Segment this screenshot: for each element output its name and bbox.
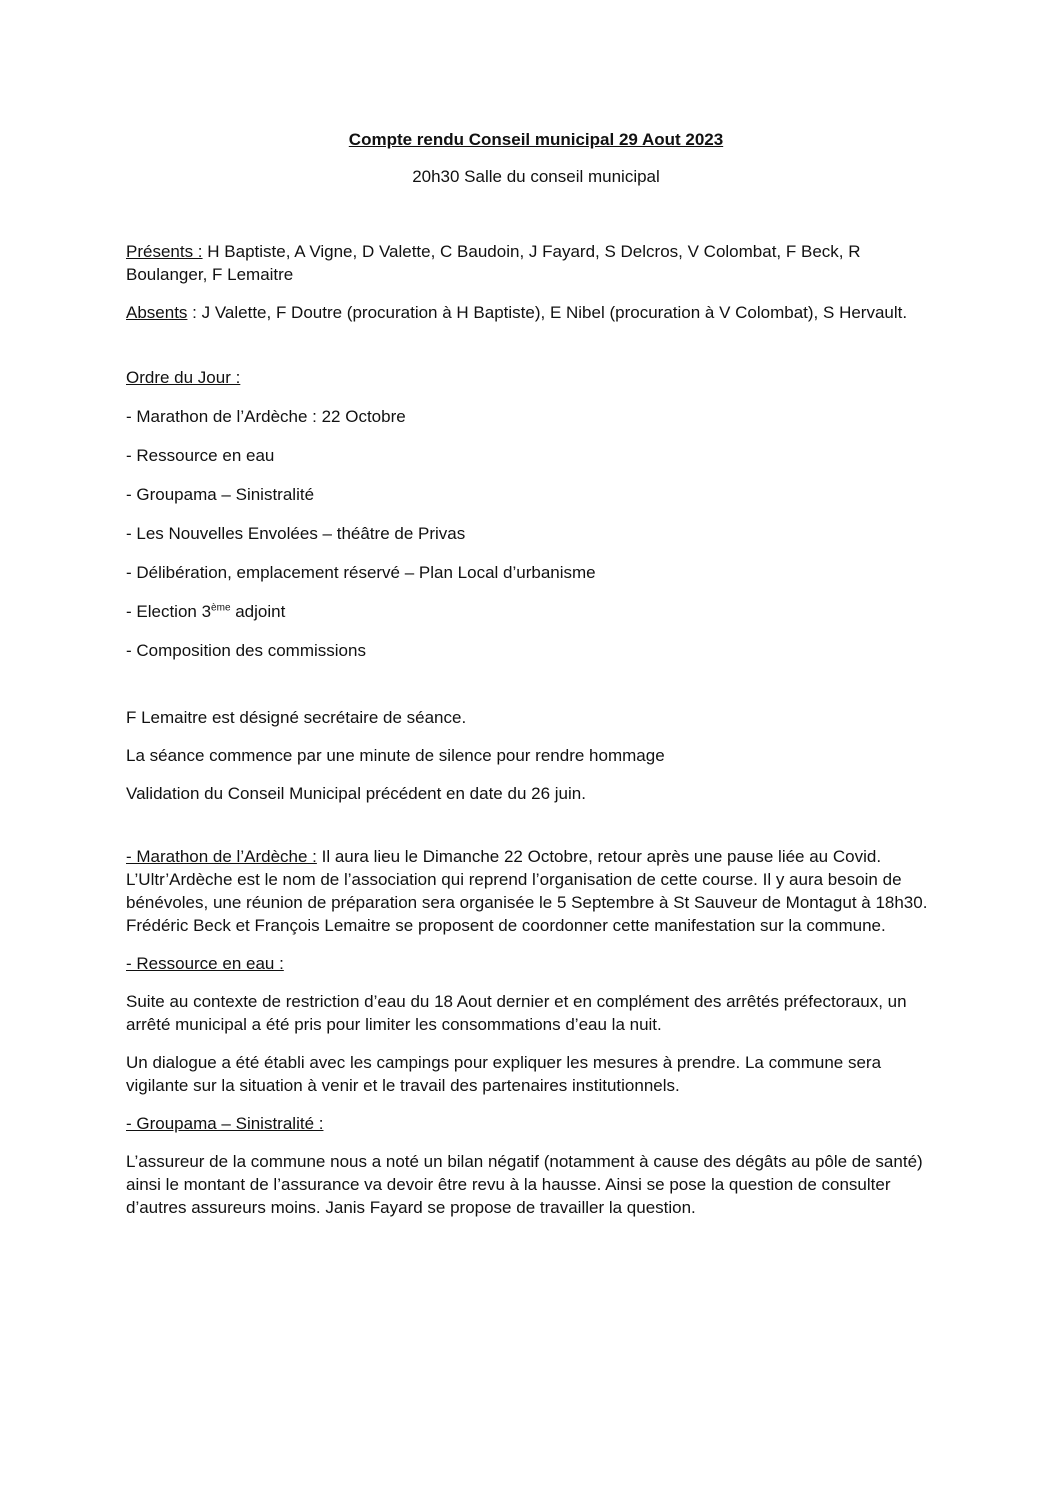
- groupama-heading: - Groupama – Sinistralité :: [126, 1114, 324, 1133]
- document-title: Compte rendu Conseil municipal 29 Aout 2023: [348, 130, 724, 149]
- agenda-item: - Les Nouvelles Envolées – théâtre de Privas: [126, 524, 466, 543]
- groupama-paragraph: L’assureur de la commune nous a noté un bilan négatif (notamment à cause des dégâts au pôle de santé) ainsi le montant de l’assurance va devoir être revu à la hausse. Ainsi se pose la question de consulter d’autres assureurs moins. Janis Fayard se propose de travailler la question.: [126, 1152, 923, 1217]
- election-suffix: adjoint: [230, 602, 286, 621]
- secretary-note: F Lemaitre est désigné secrétaire de séance.: [126, 708, 467, 727]
- minute-of-silence-note: La séance commence par une minute de silence pour rendre hommage: [126, 746, 665, 765]
- water-paragraph: Un dialogue a été établi avec les campings pour expliquer les mesures à prendre. La commune sera vigilante sur la situation à venir et le travail des partenaires institutionnels.: [126, 1053, 882, 1095]
- election-prefix: - Election 3: [126, 602, 212, 621]
- present-list: H Baptiste, A Vigne, D Valette, C Baudoin, J Fayard, S Delcros, V Colombat, F Beck, R Boulanger, F Lemaitre: [126, 242, 861, 284]
- present-label: Présents :: [126, 242, 203, 261]
- present-members: [126, 240, 946, 286]
- water-heading: - Ressource en eau :: [126, 954, 284, 973]
- absent-members: [126, 301, 946, 324]
- water-paragraph: Suite au contexte de restriction d’eau du 18 Aout dernier et en complément des arrêtés préfectoraux, un arrêté municipal a été pris pour limiter les consommations d’eau la nuit.: [126, 992, 907, 1034]
- election-superscript: ème: [211, 602, 231, 614]
- agenda-item: - Délibération, emplacement réservé – Plan Local d’urbanisme: [126, 563, 596, 582]
- agenda-heading: Ordre du Jour :: [126, 368, 241, 387]
- previous-council-validation: Validation du Conseil Municipal précédent en date du 26 juin.: [126, 784, 586, 803]
- document-body: [126, 128, 946, 1234]
- agenda-item: - Marathon de l’Ardèche : 22 Octobre: [126, 407, 406, 426]
- marathon-heading: - Marathon de l’Ardèche :: [126, 847, 317, 866]
- absent-list: : J Valette, F Doutre (procuration à H Baptiste), E Nibel (procuration à V Colombat), S Hervault.: [187, 303, 908, 322]
- agenda-item-election: [126, 600, 946, 623]
- marathon-section: [126, 845, 946, 937]
- agenda-item: - Composition des commissions: [126, 641, 366, 660]
- meeting-time-location: 20h30 Salle du conseil municipal: [412, 167, 660, 186]
- absent-label: Absents: [126, 303, 188, 322]
- marathon-text: Il aura lieu le Dimanche 22 Octobre, retour après une pause liée au Covid. L’Ultr’Ardèche est le nom de l’association qui reprend l’organisation de cette course. Il y aura besoin de bénévoles, une réunion de préparation sera organisée le 5 Septembre à St Sauveur de Montagut à 18h30. Frédéric Beck et François Lemaitre se proposent de coordonner cette manifestation sur la commune.: [126, 847, 928, 935]
- agenda-item: - Ressource en eau: [126, 446, 275, 465]
- agenda-item: - Groupama – Sinistralité: [126, 485, 315, 504]
